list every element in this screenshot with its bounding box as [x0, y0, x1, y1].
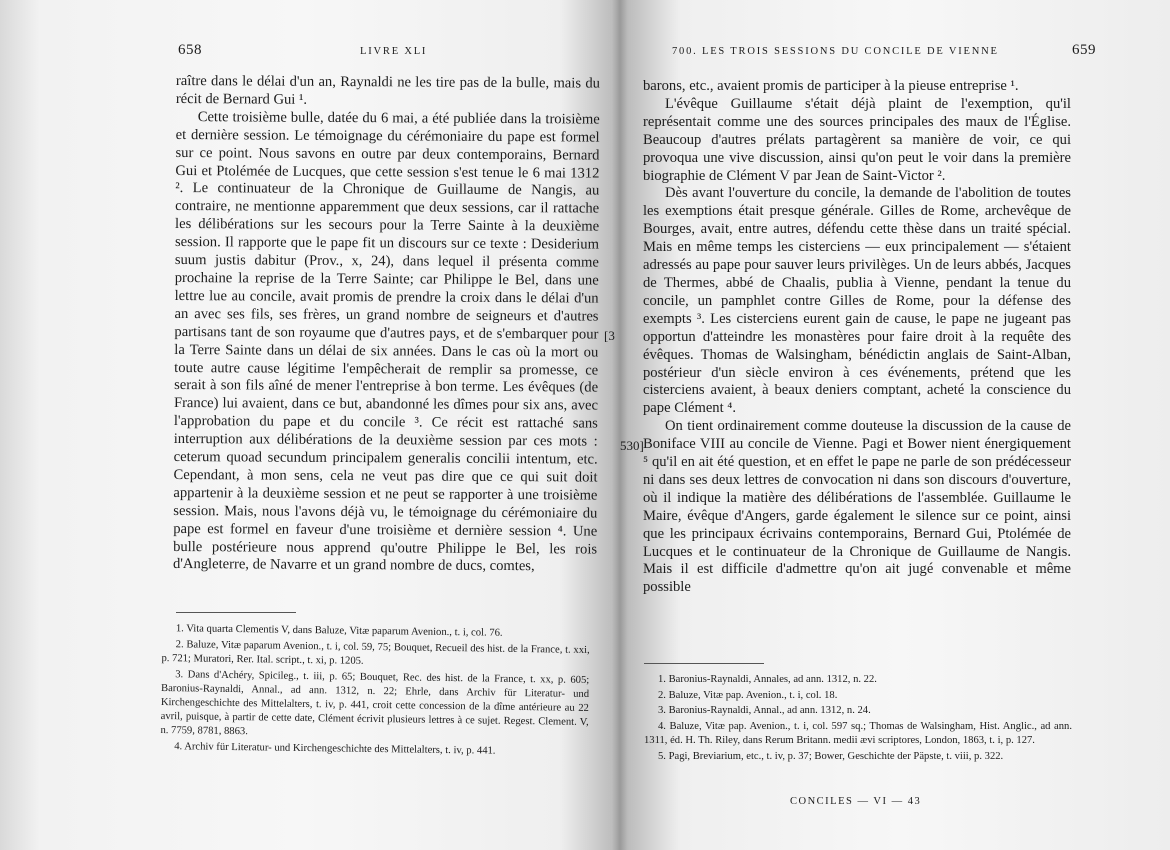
- margin-page-marker: 530]: [620, 438, 644, 453]
- paragraph: Cette troisième bulle, datée du 6 mai, a été publiée dans la troisième et dernière session. Le témoignage du cérémoniaire du pape est formel sur ce point. Nous savons en outre par deux contemporains, Bernard Gui et Ptolémée de Lucques, que cette session s'est tenue le 6 mai 1312 ². Le continuateur de la Chronique de Guillaume de Nangis, au contraire, ne mentionne apparemment que deux sessions, car il rattache les délibérations sur les secours pour la Terre Sainte à la deuxième session. Il rapporte que le pape fit un discours sur ce texte : Desiderium suum justis dabitur (Prov., x, 24), dans lequel il présenta comme prochaine la reprise de la Terre Sainte; car Philippe le Bel, dans une lettre lue au concile, avait promis de prendre la croix dans le délai d'un an avec ses fils, ses frères, un grand nombre de seigneurs et d'autres partisans tant de son royaume que d'autres pays, et de s'embarquer pour la Terre Sainte dans un délai de six années. Dans le cas où la mort ou toute autre cause légitime l'empêcherait de remplir sa promesse, ce serait à son fils aîné de mener l'entreprise à bon terme. Les évêques (de France) lui avaient, dans ce but, abandonné les dîmes pour six ans, avec l'approbation du pape et du concile ³. Ce récit est rattaché sans interruption aux délibérations de la deuxième session par ces mots : ceterum quoad secundum principalem generalis concilii intentum, etc. Cependant, à mon sens, cela ne veut pas dire que ce qui suit doit appartenir à la deuxième session et ne peut se rapporter à une troisième session. Mais, nous l'avons déjà vu, le témoignage du cérémoniaire du pape est formel en faveur d'une troisième et dernière session ⁴. Une bulle postérieure nous apprend qu'outre Philippe le Bel, les rois d'Angleterre, de Navarre et un grand nombre de ducs, comtes,: [172, 108, 600, 575]
- page-number: 659: [1072, 42, 1096, 58]
- footnote-rule: [176, 612, 296, 613]
- paragraph: barons, etc., avaient promis de participer à la pieuse entreprise ¹.: [643, 78, 1019, 94]
- footnote: 5. Pagi, Breviarium, etc., t. iv, p. 37; Bower, Geschichte der Päpste, t. viii, p. 322.: [658, 751, 1004, 763]
- page-number: 658: [178, 42, 202, 58]
- paragraph: L'évêque Guillaume s'était déjà plaint de l'exemption, qu'il représentait comme une des sources principales des maux de l'Église. Beaucoup d'autres prélats partagèrent sa manière de voir, ce qui provoqua une vive discussion, ainsi qu'on peut le voir dans la première biographie de Clément V par Jean de Saint-Victor ².: [643, 95, 1071, 184]
- right-page-header: [644, 42, 1096, 62]
- left-page-body: [173, 73, 600, 577]
- footnote: 1. Vita quarta Clementis V, dans Baluze, Vitæ paparum Avenion., t. i, col. 76.: [175, 623, 503, 639]
- right-page: [620, 0, 1170, 850]
- footnote: 4. Archiv für Literatur- und Kirchengeschichte des Mittelalters, t. iv, p. 441.: [174, 741, 496, 757]
- margin-page-marker: [3: [604, 328, 615, 343]
- running-title: LIVRE XLI: [360, 46, 428, 57]
- paragraph: On tient ordinairement comme douteuse la discussion de la cause de Boniface VIII au concile de Vienne. Pagi et Bower nient énergiquement ⁵ qu'il en ait été question, et en effet le pape ne parle de son prédécesseur ni dans ses deux lettres de convocation ni dans son discours d'ouverture, où il indique la matière des délibérations de l'assemblée. Guillaume le Maire, évêque d'Angers, garde également le silence sur ce point, ainsi que les principaux écrivains contemporains, Bernard Gui, Ptolémée de Lucques et le continuateur de la Chronique de Guillaume de Nangis. Mais il est difficile d'admettre qu'on ait jugé convenable et même possible: [643, 418, 1071, 596]
- footnote-rule: [644, 663, 764, 664]
- paragraph: raître dans le délai d'un an, Raynaldi ne les tire pas de la bulle, mais du récit de Bernard Gui ¹.: [175, 73, 600, 108]
- running-title: 700. LES TROIS SESSIONS DU CONCILE DE VIENNE: [672, 46, 999, 57]
- footnote: 4. Baluze, Vitæ pap. Avenion., t. i, col. 597 sq.; Thomas de Walsingham, Hist. Anglic., ad ann. 1311, éd. H. Th. Riley, dans Rerum Britann. medii ævi scriptores, London, 1863, t. i, p. 127.: [644, 721, 1072, 747]
- left-page-header: [178, 42, 603, 62]
- right-page-footnotes: [644, 673, 1072, 766]
- footnote: 3. Baronius-Raynaldi, Annal., ad ann. 1312, n. 24.: [658, 705, 871, 717]
- footnote: 1. Baronius-Raynaldi, Annales, ad ann. 1312, n. 22.: [658, 674, 877, 685]
- right-page-body: [643, 78, 1071, 597]
- signature-mark: CONCILES — VI — 43: [790, 796, 922, 807]
- footnote: 2. Baluze, Vitæ paparum Avenion., t. i, col. 59, 75; Bouquet, Recueil des hist. de la France, t. xxi, p. 721; Muratori, Rer. Ital. script., t. xi, p. 1205.: [161, 638, 590, 667]
- footnote: 2. Baluze, Vitæ pap. Avenion., t. i, col. 18.: [658, 689, 838, 701]
- footnote: 3. Dans d'Achéry, Spicileg., t. iii, p. 65; Bouquet, Rec. des hist. de la France, t. xx, p. 605; Baronius-Raynaldi, Annal., ad ann. 1312, n. 22; Ehrle, dans Archiv für Literatur- und Kirchengeschichte des Mittelalters, t. iv, p. 441, croit cette concession de la dîme antérieure au 22 avril, puisque, à partir de cette date, Clément écrivit plusieurs lettres à ce sujet. Regest. Clement. V, n. 7759, 8781, 8863.: [160, 668, 590, 738]
- paragraph: Dès avant l'ouverture du concile, la demande de l'abolition de toutes les exemptions était presque générale. Gilles de Rome, archevêque de Bourges, avait, entre autres, défendu cette thèse dans un traité spécial. Mais en même temps les cisterciens — eux principalement — s'étaient adressés au pape pour sauver leurs privilèges. Un de leurs abbés, Jacques de Thermes, abbé de Chaalis, publia à Vienne, pendant la tenue du concile, un pamphlet contre Gilles de Rome, pour la défense des exempts ³. Les cisterciens eurent gain de cause, le pape ne jugeant pas opportun d'atteindre les monastères pour faire droit à la requête des évêques. Thomas de Walsingham, bénédictin anglais de Saint-Alban, postérieur d'un siècle environ à ces événements, prétend que les cisterciens avaient, à beaux deniers comptant, acheté la conscience du pape Clément ⁴.: [643, 185, 1071, 417]
- left-page-footnotes: [160, 622, 590, 762]
